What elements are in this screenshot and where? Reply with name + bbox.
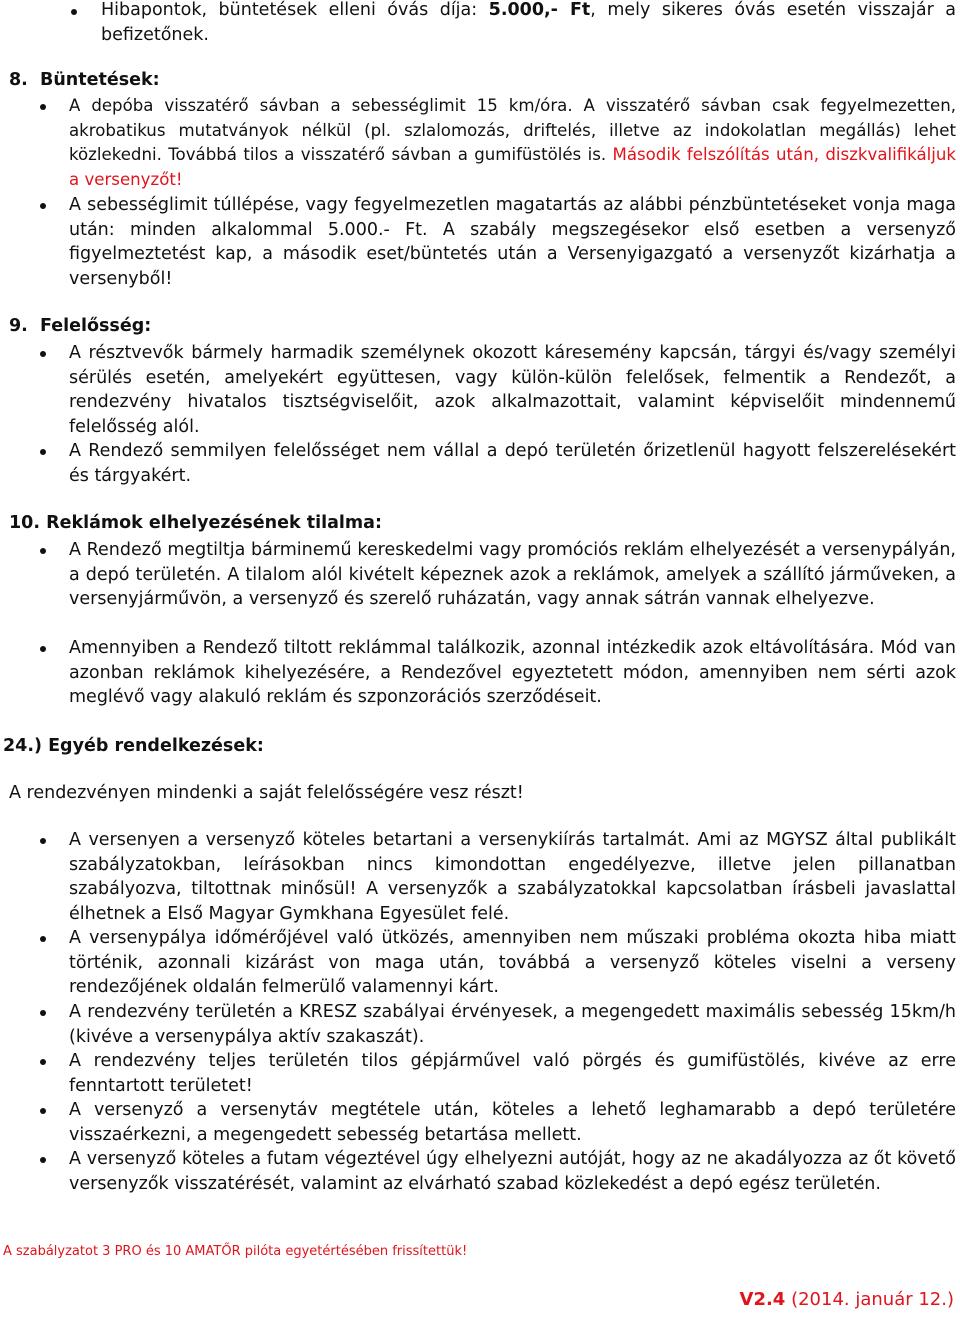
list-item: A versenyen a versenyző köteles betartani a versenykiírás tartalmát. Ami az MGYSZ által publikált szabályzatokban, leírásokban nincs kimondottan engedélyezve, illetve jelen pillanatban szabályozva, tiltottnak minősül! A versenyzők a szabályzatokkal kapcsolatban írásbeli javaslattal élhetnek a Első Magyar Gymkhana Egyesület felé.: [69, 830, 956, 924]
bullet: [40, 449, 46, 455]
bullet: [40, 548, 46, 554]
section-title-8: 8. Büntetések:: [9, 70, 160, 90]
bullet: [40, 838, 46, 844]
list-item: Amennyiben a Rendező tiltott reklámmal találkozik, azonnal intézkedik azok eltávolítására. Mód van azonban reklámok kihelyezésére, a Rendezővel egyeztetett módon, amennyiben nem sérti azok meglévő vagy alakuló reklám és szponzorációs szerződéseit.: [69, 638, 956, 708]
list-item: A versenyző a versenytáv megtétele után, köteles a lehető leghamarabb a depó területére visszaérkezni, a megengedett sebesség betartása mellett.: [69, 1100, 956, 1145]
list-item: A Rendező semmilyen felelősséget nem vállal a depó területén őrizetlenül hagyott felszerelésekért és tárgyakért.: [69, 441, 956, 486]
bullet: [40, 1010, 46, 1016]
section-title-24: 24.) Egyéb rendelkezések:: [3, 736, 264, 756]
list-item: A versenyző köteles a futam végeztével úgy elhelyezni autóját, hogy az ne akadályozza az őt követő versenyzők visszatérését, valamint az elvárható szabad közlekedést a depó egész területén.: [69, 1149, 956, 1194]
bullet: [40, 646, 46, 652]
list-item: A rendezvény teljes területén tilos gépjárművel való pörgés és gumifüstölés, kivéve az erre fenntartott területet!: [69, 1051, 956, 1096]
section-intro: A rendezvényen mindenki a saját felelősségére vesz részt!: [9, 783, 524, 803]
warning-text: Második felszólítás után, diszkvalifikáljuk a versenyzőt!: [69, 145, 956, 189]
footer-note: A szabályzatot 3 PRO és 10 AMATŐR pilóta egyetértésében frissítettük!: [3, 1244, 468, 1259]
list-item: A versenypálya időmérőjével való ütközés, amennyiben nem műszaki probléma okozta hiba miatt történik, azonnali kizárást von maga után, továbbá a versenyző köteles viselni a verseny rendezőjének oldalán felmerülő valamennyi kárt.: [69, 928, 956, 998]
list-item: A rendezvény területén a KRESZ szabályai érvényesek, a megengedett maximális sebesség 15km/h (kivéve a versenypálya aktív szakaszát).: [69, 1002, 956, 1047]
bullet: [40, 104, 46, 110]
bullet: [40, 936, 46, 942]
section-title-9: 9. Felelősség:: [9, 316, 152, 336]
version-label: [740, 1289, 954, 1310]
list-item: A depóba visszatérő sávban a sebességlimit 15 km/óra. A visszatérő sávban csak fegyelmezetten, akrobatikus mutatványok nélkül (pl. szlalomozás, driftelés, illetve az indokolatlan megállás) lehet közlekedni. Továbbá tilos a visszatérő sávban a gumifüstölés is. Második felszólítás után, diszkvalifikáljuk a versenyzőt!: [69, 96, 956, 189]
version-number: V2.4: [739, 1289, 786, 1310]
bullet: [40, 1059, 46, 1065]
bullet: [71, 9, 77, 15]
list-item: Hibapontok, büntetések elleni óvás díja: 5.000,- Ft, mely sikeres óvás esetén visszajár a befizetőnek.: [101, 0, 956, 45]
bullet: [40, 351, 46, 357]
bullet: [40, 203, 46, 209]
bullet: [40, 1108, 46, 1114]
section-title-10: 10. Reklámok elhelyezésének tilalma:: [9, 513, 382, 533]
bullet: [40, 1157, 46, 1163]
list-item: A Rendező megtiltja bárminemű kereskedelmi vagy promóciós reklám elhelyezését a versenypályán, a depó területén. A tilalom alól kivételt képeznek azok a reklámok, amelyek a szállító járműveken, a versenyjárművön, a versenyző és szerelő ruházatán, vagy annak sátrán vannak elhelyezve.: [69, 540, 956, 610]
list-item: A sebességlimit túllépése, vagy fegyelmezetlen magatartás az alábbi pénzbüntetéseket vonja maga után: minden alkalommal 5.000.- Ft. A szabály megszegésekor első esetben a versenyző figyelmeztetést kap, a második eset/büntetés után a Versenyigazgató a versenyzőt kizárhatja a versenyből!: [69, 195, 956, 289]
version-date: (2014. január 12.): [785, 1289, 954, 1310]
list-item: A résztvevők bármely harmadik személynek okozott káresemény kapcsán, tárgyi és/vagy személyi sérülés esetén, amelyekért együttesen, vagy külön-külön felelősek, felmentik a Rendezőt, a rendezvény hivatalos tisztségviselőit, azok alkalmazottait, valamint képviselőit mindennemű felelősség alól.: [69, 343, 956, 437]
